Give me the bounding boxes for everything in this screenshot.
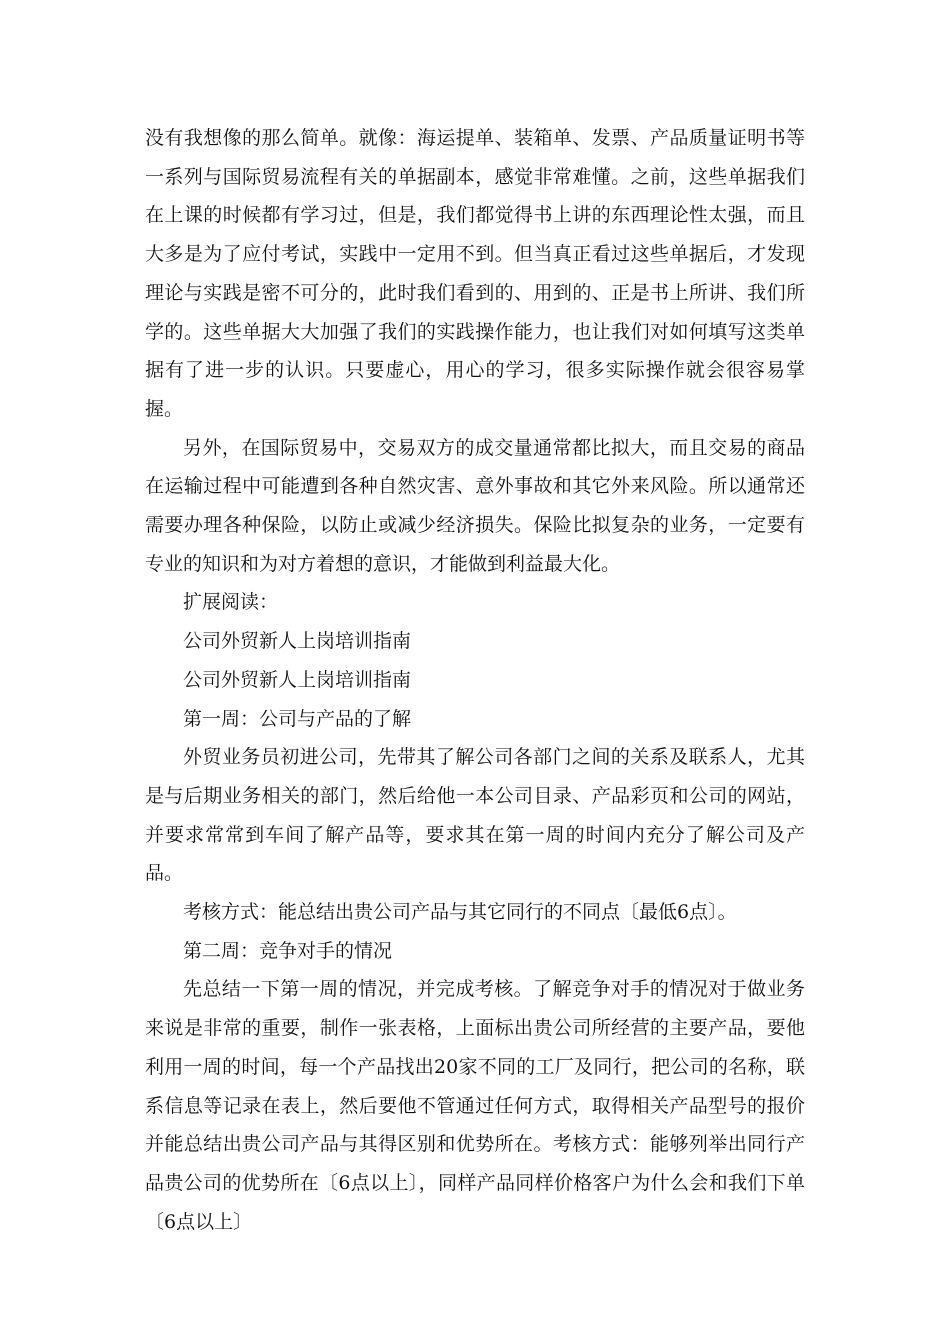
week-one-assessment: 考核方式：能总结出贵公司产品与其它同行的不同点〔最低6点〕。 (183, 901, 737, 924)
week-one-heading: 第一周：公司与产品的了解 (183, 707, 412, 730)
document-page (145, 119, 805, 1241)
paragraph-continuation: 没有我想像的那么简单。就像：海运提单、装箱单、发票、产品质量证明书等一系列与国际贸易流程有关的单据副本，感觉非常难懂。之前，这些单据我们在上课的时候都有学习过，但是，我们都觉得书上讲的东西理论性太强，而且大多是为了应付考试，实践中一定用不到。但当真正看过这些单据后，才发现理论与实践是密不可分的，此时我们看到的、用到的、正是书上所讲、我们所学的。这些单据大大加强了我们的实践操作能力，也让我们对如何填写这类单据有了进一步的认识。只要虚心，用心的学习，很多实际操作就会很容易掌握。 (145, 127, 805, 420)
guide-title-repeat: 公司外贸新人上岗培训指南 (183, 668, 412, 691)
week-one-body: 外贸业务员初进公司，先带其了解公司各部门之间的关系及联系人，尤其是与后期业务相关的部门，然后给他一本公司目录、产品彩页和公司的网站，并要求常常到车间了解产品等，要求其在第一周的时间内充分了解公司及产品。 (145, 746, 805, 885)
guide-title: 公司外贸新人上岗培训指南 (183, 630, 412, 653)
paragraph-insurance: 另外，在国际贸易中，交易双方的成交量通常都比拟大，而且交易的商品在运输过程中可能遭到各种自然灾害、意外事故和其它外来风险。所以通常还需要办理各种保险，以防止或减少经济损失。保险比拟复杂的业务，一定要有专业的知识和为对方着想的意识，才能做到利益最大化。 (145, 436, 805, 575)
week-two-heading: 第二周：竞争对手的情况 (183, 939, 393, 962)
week-two-body: 先总结一下第一周的情况，并完成考核。了解竞争对手的情况对于做业务来说是非常的重要，制作一张表格，上面标出贵公司所经营的主要产品，要他利用一周的时间，每一个产品找出20家不同的工厂及同行，把公司的名称，联系信息等记录在表上，然后要他不管通过任何方式，取得相关产品型号的报价并能总结出贵公司产品与其得区别和优势所在。考核方式：能够列举出同行产品贵公司的优势所在〔6点以上〕，同样产品同样价格客户为什么会和我们下单〔6点以上〕 (145, 978, 805, 1233)
extended-reading-label: 扩展阅读： (183, 591, 279, 614)
